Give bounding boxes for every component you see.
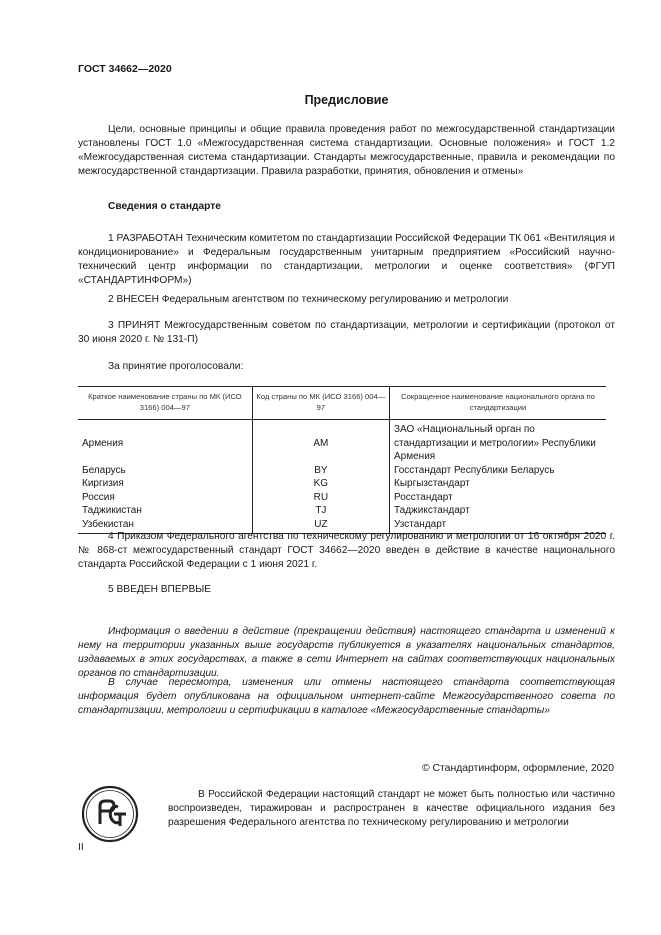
table-row bbox=[78, 420, 606, 464]
country-cell: Киргизия bbox=[82, 478, 124, 489]
info-note-publication: Информация о введении в действие (прекращении действия) настоящего стандарта и изменений к нему на территории указанных выше государств публикуется в указателях национальных стандартов, издаваемых в этих государствах, а также в сети Интернет на сайтах соответствующих национальных органов по стандартизации. bbox=[78, 626, 615, 679]
table-header-row bbox=[78, 387, 606, 420]
table-row bbox=[78, 504, 606, 518]
country-cell: Узбекистан bbox=[78, 518, 252, 534]
country-code-cell: BY bbox=[252, 464, 389, 478]
country-cell: Армения bbox=[82, 437, 124, 449]
table-row bbox=[78, 464, 606, 478]
table-row bbox=[78, 491, 606, 505]
preface-intro-paragraph: Цели, основные принципы и общие правила проведения работ по межгосударственной стандартизации установлены ГОСТ 1.0 «Межгосударственная система стандартизации. Основные положения» и ГОСТ 1.2 «Межгосударственная система стандартизации. Стандарты межгосударственные, правила и рекомендации по межгосударственной стандартизации. Правила разработки, принятия, обновления и отмены» bbox=[78, 124, 615, 177]
column-header-code: Код страны по МК (ИСО 3166) 004—97 bbox=[252, 387, 389, 420]
standard-info-item-3: 3 ПРИНЯТ Межгосударственным советом по стандартизации, метрологии и сертификации (протокол от 30 июня 2020 г. № 131-П) bbox=[78, 320, 615, 345]
standard-info-item-2: 2 ВНЕСЕН Федеральным агентством по техническому регулированию и метрологии bbox=[108, 294, 509, 305]
country-code-cell: UZ bbox=[252, 518, 389, 534]
standard-info-item-4: 4 Приказом Федерального агентства по техническому регулированию и метрологии от 16 октября 2020 г. № 868-ст межгосударственный стандарт ГОСТ 34662—2020 введен в действие в качестве национального стандарта Российской Федерации с 1 июня 2021 г. bbox=[78, 531, 615, 570]
standards-body-cell: Госстандарт Республики Беларусь bbox=[390, 464, 607, 478]
country-code-cell: TJ bbox=[252, 504, 389, 518]
voting-countries-table bbox=[78, 386, 606, 534]
table-row bbox=[78, 477, 606, 491]
rst-logo-icon bbox=[80, 784, 140, 844]
standard-info-item-1: 1 РАЗРАБОТАН Техническим комитетом по стандартизации Российской Федерации ТК 061 «Вентиляция и кондиционирование» и Федеральным государственным унитарным предприятием «Российский научно-технический центр информации по стандартизации, метрологии и оценке соответствия» (ФГУП «СТАНДАРТИНФОРМ») bbox=[78, 233, 615, 286]
info-note-revision: В случае пересмотра, изменения или отмены настоящего стандарта соответствующая информация будет опубликована на официальном интернет-сайте Межгосударственного совета по стандартизации, метрологии и сертификации в каталоге «Межгосударственные стандарты» bbox=[78, 677, 615, 716]
standards-body-cell: Росстандарт bbox=[390, 491, 607, 505]
column-header-standards-body: Сокращенное наименование национального органа по стандартизации bbox=[390, 387, 607, 420]
rst-logo bbox=[80, 784, 140, 844]
country-code-cell: AM bbox=[252, 420, 389, 464]
country-code-cell: KG bbox=[252, 477, 389, 491]
country-cell: Беларусь bbox=[82, 464, 126, 476]
column-header-country: Краткое наименование страны по МК (ИСО 3166) 004—97 bbox=[78, 387, 252, 420]
preface-title: Предисловие bbox=[304, 93, 389, 107]
standards-body-cell: ЗАО «Национальный орган по стандартизации и метрологии» Республики Армения bbox=[390, 420, 607, 464]
document-code-header: ГОСТ 34662—2020 bbox=[78, 63, 172, 75]
country-cell: Россия bbox=[82, 491, 115, 503]
copyright-notice: В Российской Федерации настоящий стандарт не может быть полностью или частично воспроизведен, тиражирован и распространен в качестве официального издания без разрешения Федерального агентства по техническому регулированию и метрологии bbox=[168, 789, 615, 828]
page-number: II bbox=[78, 842, 84, 853]
standards-body-cell: Узстандарт bbox=[390, 518, 607, 534]
vote-intro: За принятие проголосовали: bbox=[108, 361, 244, 372]
standard-info-item-5: 5 ВВЕДЕН ВПЕРВЫЕ bbox=[108, 584, 212, 595]
standard-info-heading: Сведения о стандарте bbox=[108, 201, 221, 212]
standards-body-cell: Таджикстандарт bbox=[390, 504, 607, 518]
copyright-line: © Стандартинформ, оформление, 2020 bbox=[421, 763, 614, 774]
country-code-cell: RU bbox=[252, 491, 389, 505]
country-cell: Таджикистан bbox=[82, 505, 142, 516]
standards-body-cell: Кыргызстандарт bbox=[390, 477, 607, 491]
